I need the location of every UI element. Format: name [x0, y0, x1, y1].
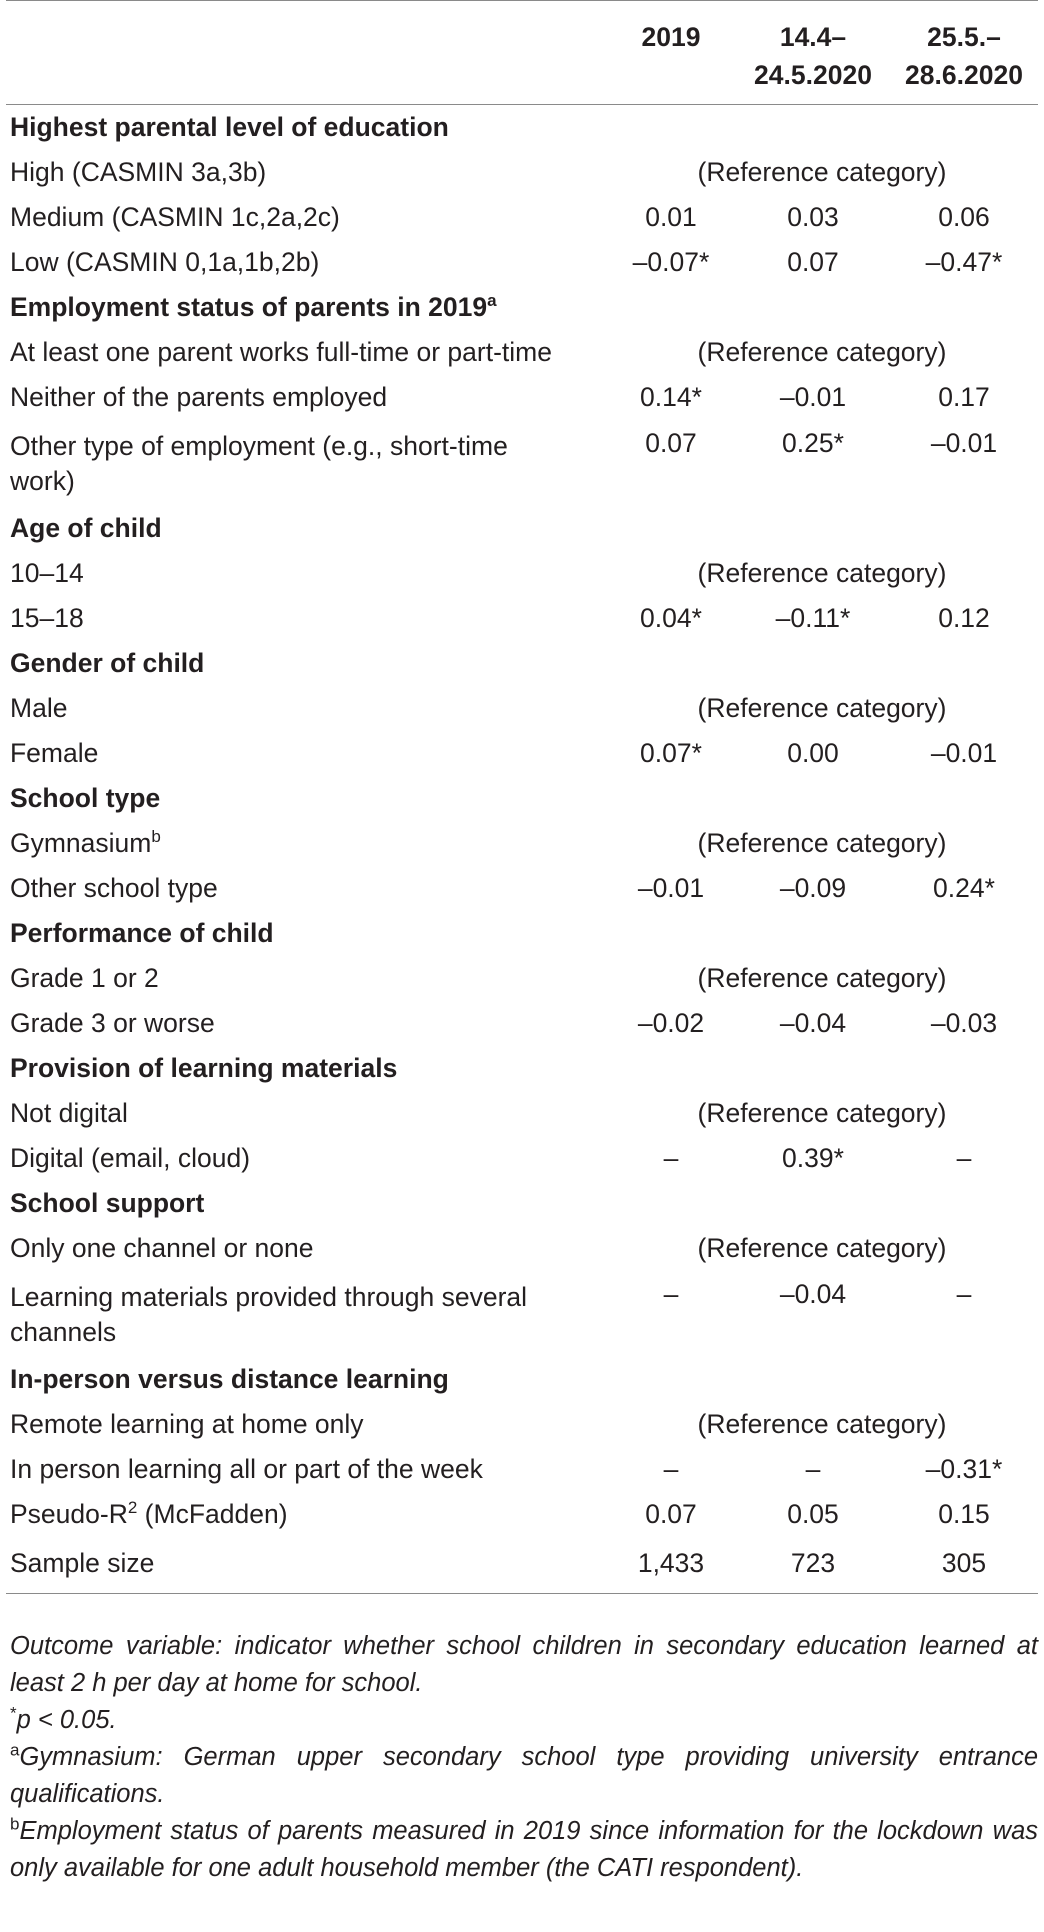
value-cell: 0.12	[938, 603, 990, 633]
group-row	[6, 1046, 1038, 1091]
row-label: Female	[10, 738, 99, 768]
text: (McFadden)	[137, 1499, 288, 1529]
table-header	[6, 1, 1038, 105]
table-row	[6, 1091, 1038, 1136]
value-cell: 305	[890, 1537, 1038, 1594]
row-label: In-person versus distance learning	[10, 1364, 449, 1394]
text: Gymnasium: German upper secondary school type providing university entrance qualifications.	[10, 1743, 1038, 1808]
text: 28.6.2020	[905, 60, 1023, 90]
text: Gymnasium	[10, 828, 152, 858]
row-label: Grade 3 or worse	[10, 1008, 215, 1038]
value-cell: 723	[736, 1537, 890, 1594]
value-cell: 0.00	[787, 738, 839, 768]
row-label: Provision of learning materials	[10, 1053, 398, 1083]
note-significance	[10, 1702, 1038, 1739]
table-body	[6, 105, 1038, 1594]
text: work)	[10, 466, 75, 496]
table-row	[6, 150, 1038, 195]
row-label	[6, 821, 606, 866]
reference-category: (Reference category)	[697, 157, 947, 187]
value-cell: –0.11*	[775, 603, 851, 633]
note-a	[10, 1739, 1038, 1813]
text: Employment status of parents in 2019	[10, 292, 488, 322]
reference-category: (Reference category)	[697, 693, 947, 723]
reference-category: (Reference category)	[697, 828, 947, 858]
value-cell: –0.09	[779, 873, 847, 903]
row-label: Age of child	[10, 513, 162, 543]
text: 24.5.2020	[754, 60, 872, 90]
value-cell: –	[956, 1143, 972, 1173]
text: channels	[10, 1317, 117, 1347]
row-label: School support	[10, 1188, 205, 1218]
value-cell: 0.15	[938, 1499, 990, 1529]
table-row	[6, 821, 1038, 866]
note-outcome: Outcome variable: indicator whether school children in secondary education learned at least 2 h per day at home for school.	[10, 1632, 1038, 1697]
reference-category: (Reference category)	[697, 963, 947, 993]
group-row	[6, 776, 1038, 821]
value-cell: 0.25*	[782, 428, 844, 458]
row-label: Medium (CASMIN 1c,2a,2c)	[10, 202, 340, 232]
text: Pseudo-R	[10, 1499, 128, 1529]
text: 2019	[641, 22, 701, 52]
table-row	[6, 1402, 1038, 1447]
note-b	[10, 1813, 1038, 1887]
row-label: Grade 1 or 2	[10, 963, 159, 993]
footnote-symbol: *	[10, 1703, 17, 1723]
value-cell: –0.47*	[925, 247, 1003, 277]
header-period-1	[736, 1, 890, 105]
value-cell: 0.01	[645, 202, 697, 232]
table-row	[6, 375, 1038, 420]
row-label: Highest parental level of education	[10, 112, 449, 142]
row-label	[6, 1271, 606, 1357]
group-row	[6, 105, 1038, 151]
group-row	[6, 1181, 1038, 1226]
text: Employment status of parents measured in 2019 since information for the lockdown was only available for one adult household member (the CATI respondent).	[10, 1817, 1038, 1882]
footnote-symbol: a	[10, 1740, 20, 1760]
text: Learning materials provided through several	[10, 1282, 528, 1312]
row-label: Low (CASMIN 0,1a,1b,2b)	[10, 247, 320, 277]
table-row	[6, 686, 1038, 731]
value-cell: –	[663, 1279, 679, 1309]
group-row	[6, 911, 1038, 956]
table-row	[6, 1492, 1038, 1537]
row-label: Only one channel or none	[10, 1233, 314, 1263]
reference-category: (Reference category)	[697, 337, 947, 367]
row-label: Performance of child	[10, 918, 274, 948]
header-period-2	[890, 1, 1038, 105]
value-cell: 0.07	[645, 1499, 697, 1529]
row-label	[6, 1492, 606, 1537]
reference-category: (Reference category)	[697, 1233, 947, 1263]
table-row	[6, 330, 1038, 375]
table-row	[6, 240, 1038, 285]
value-cell: –0.04	[779, 1279, 847, 1309]
group-row	[6, 285, 1038, 330]
value-cell: 0.03	[787, 202, 839, 232]
table-row	[6, 1447, 1038, 1492]
row-label: In person learning all or part of the week	[10, 1454, 483, 1484]
table-notes	[10, 1628, 1038, 1887]
table-row	[6, 1271, 1038, 1357]
header-blank	[6, 1, 606, 105]
value-cell: 0.24*	[933, 873, 995, 903]
table-row	[6, 1136, 1038, 1181]
value-cell: –	[956, 1279, 972, 1309]
table-row	[6, 1537, 1038, 1594]
value-cell: –	[663, 1143, 679, 1173]
text: p < 0.05.	[16, 1706, 117, 1734]
group-row	[6, 1357, 1038, 1402]
row-label: 15–18	[10, 603, 84, 633]
value-cell: 0.04*	[640, 603, 702, 633]
value-cell: 0.17	[938, 382, 990, 412]
text: Other type of employment (e.g., short-time	[10, 431, 508, 461]
header-2019	[606, 1, 736, 105]
value-cell: 0.07	[645, 428, 697, 458]
value-cell: –0.07*	[632, 247, 710, 277]
value-cell: 0.05	[787, 1499, 839, 1529]
table-row	[6, 596, 1038, 641]
row-label: 10–14	[10, 558, 84, 588]
table-row	[6, 731, 1038, 776]
value-cell: 0.06	[938, 202, 990, 232]
value-cell: –0.03	[930, 1008, 998, 1038]
table-row	[6, 956, 1038, 1001]
row-label	[6, 420, 606, 506]
value-cell: 0.14*	[640, 382, 702, 412]
footnote-symbol: b	[10, 1814, 20, 1834]
row-label: At least one parent works full-time or part-time	[10, 337, 552, 367]
text: 14.4–	[779, 22, 847, 52]
reference-category: (Reference category)	[697, 1409, 947, 1439]
regression-table	[6, 0, 1038, 1594]
row-label: High (CASMIN 3a,3b)	[10, 157, 267, 187]
value-cell: –0.01	[637, 873, 705, 903]
table-row	[6, 551, 1038, 596]
superscript: 2	[127, 1498, 138, 1518]
row-label: Other school type	[10, 873, 218, 903]
row-label: Gender of child	[10, 648, 205, 678]
value-cell: 0.07	[787, 247, 839, 277]
value-cell: –0.01	[930, 738, 998, 768]
value-cell: 1,433	[606, 1537, 736, 1594]
footnote-marker: b	[151, 827, 161, 847]
value-cell: –0.01	[930, 428, 998, 458]
row-label: Neither of the parents employed	[10, 382, 388, 412]
row-label: Sample size	[6, 1537, 606, 1594]
row-label: Digital (email, cloud)	[10, 1143, 251, 1173]
row-label: Not digital	[10, 1098, 128, 1128]
value-cell: –0.04	[779, 1008, 847, 1038]
value-cell: –0.01	[779, 382, 847, 412]
row-label	[6, 285, 1038, 330]
reference-category: (Reference category)	[697, 1098, 947, 1128]
value-cell: –	[805, 1454, 821, 1484]
table-row	[6, 1001, 1038, 1046]
value-cell: –0.31*	[925, 1454, 1003, 1484]
value-cell: 0.07*	[640, 738, 702, 768]
value-cell: –0.02	[637, 1008, 705, 1038]
table-row	[6, 420, 1038, 506]
row-label: Remote learning at home only	[10, 1409, 364, 1439]
text: 25.5.–	[927, 22, 1001, 52]
table-row	[6, 1226, 1038, 1271]
table-row	[6, 866, 1038, 911]
value-cell: 0.39*	[782, 1143, 844, 1173]
group-row	[6, 641, 1038, 686]
row-label: School type	[10, 783, 161, 813]
value-cell: –	[663, 1454, 679, 1484]
footnote-marker: a	[487, 291, 497, 311]
row-label: Male	[10, 693, 68, 723]
reference-category: (Reference category)	[697, 558, 947, 588]
table-row	[6, 195, 1038, 240]
group-row	[6, 506, 1038, 551]
